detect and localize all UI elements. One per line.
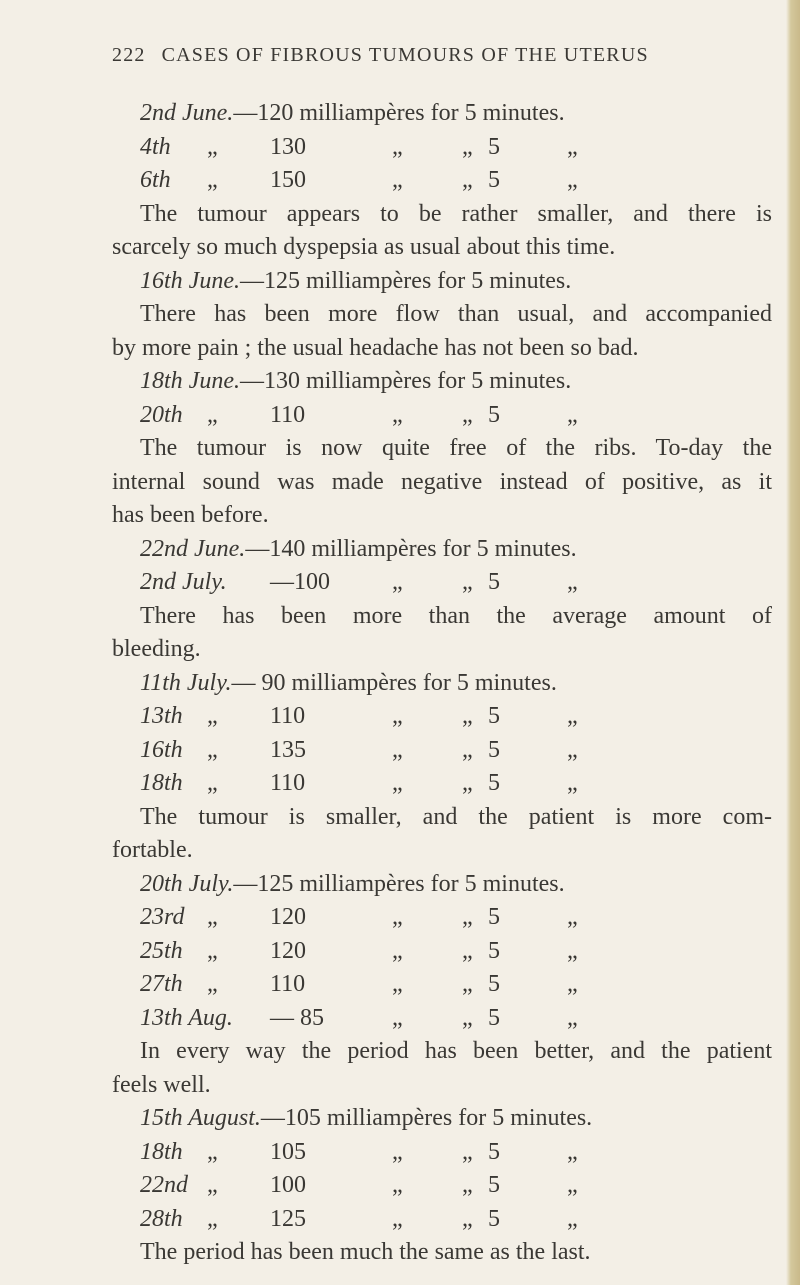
paragraph-line: internal sound was made negative instead of positive, as it [112,468,772,495]
paragraph-line: The tumour is now quite free of the ribs. To-day the [140,435,772,461]
page-body [112,97,772,1270]
paragraph-line: fortable. [112,837,193,863]
entry-row [112,767,772,801]
entry-date: 20th [140,401,183,428]
entry-rest: milliampères for 5 minutes. [285,669,557,696]
entry-value: —100 [270,569,330,595]
ditto-mark: „ [462,1138,473,1165]
paragraph-line: bleeding. [112,636,201,662]
ditto-mark: „ [567,1172,578,1198]
ditto-mark: „ [567,1138,578,1165]
entry-row [112,901,772,935]
entry-rest: milliampères for 5 minutes. [320,1105,593,1131]
ditto-mark: „ [462,904,473,930]
ditto-mark: „ [392,971,403,997]
paragraph-line: In every way the period has been better, and the patient [140,1038,772,1064]
entry-date: 13th [140,703,183,729]
entry-value: —125 [233,870,294,897]
entry-value: — 90 [231,669,286,696]
entry-minutes: 5 [488,569,500,595]
entry-row [112,935,772,969]
ditto-mark: „ [207,971,218,997]
entry-minutes: 5 [488,770,500,796]
entry-minutes: 5 [488,971,500,997]
entry-minutes: 5 [488,1205,500,1232]
paragraph-line: There has been more flow than usual, and accompanied [140,301,772,327]
entry-value: 130 [270,133,306,160]
entry-rest: milliampères for 5 minutes. [305,535,577,562]
entry-value: 110 [270,703,306,729]
entry-minutes: 5 [488,1172,500,1198]
ditto-mark: „ [207,401,218,428]
ditto-mark: „ [207,1138,218,1165]
entry-date: 2nd June. [140,100,234,126]
entry-rest: milliampères for 5 minutes. [293,870,565,897]
entry-minutes: 5 [488,1004,500,1031]
entry-date: 23rd [140,904,185,930]
ditto-mark: „ [567,937,578,964]
entry-lead-line [112,97,772,131]
ditto-mark: „ [567,401,578,428]
entry-row [112,734,772,768]
ditto-mark: „ [567,1205,578,1232]
entry-value: 120 [270,937,306,964]
entry-date: 28th [140,1205,183,1232]
entry-row [112,1136,772,1170]
entry-value: 105 [270,1138,306,1165]
ditto-mark: „ [207,904,218,930]
ditto-mark: „ [567,569,578,595]
entry-minutes: 5 [488,167,500,193]
paragraph-line: by more pain ; the usual headache has not been so bad. [112,334,639,361]
entry-date: 18th [140,1138,183,1165]
entry-minutes: 5 [488,1138,500,1165]
ditto-mark: „ [392,770,403,796]
entry-date: 25th [140,937,183,964]
paragraph-line: The tumour is smaller, and the patient is more com- [140,803,772,830]
ditto-mark: „ [567,971,578,997]
page-edge [786,0,800,1285]
paragraph-line: The tumour appears to be rather smaller, and there is [140,200,772,227]
entry-lead-line [112,365,772,399]
entry-minutes: 5 [488,736,500,763]
ditto-mark: „ [567,904,578,930]
ditto-mark: „ [207,133,218,160]
entry-date: 18th [140,770,183,796]
entry-row [112,968,772,1002]
paragraph-line: feels well. [112,1071,211,1098]
ditto-mark: „ [392,937,403,964]
entry-value: 135 [270,736,306,763]
entry-row [112,700,772,734]
entry-date: 4th [140,133,171,160]
ditto-mark: „ [392,904,403,930]
paragraph-line: has been before. [112,502,269,528]
ditto-mark: „ [462,1172,473,1198]
ditto-mark: „ [207,167,218,193]
entry-row [112,1169,772,1203]
entry-date: 22nd [140,1172,188,1198]
entry-value: 150 [270,167,306,193]
ditto-mark: „ [392,736,403,763]
entry-rest: milliampères for 5 minutes. [299,267,572,294]
entry-lead-line [112,1102,772,1136]
ditto-mark: „ [567,167,578,193]
ditto-mark: „ [462,937,473,964]
entry-lead-line [112,265,772,299]
entry-value: —140 [245,535,306,562]
entry-row [112,1002,772,1036]
ditto-mark: „ [207,1205,218,1232]
entry-value: 110 [270,770,306,796]
ditto-mark: „ [207,937,218,964]
ditto-mark: „ [392,133,403,160]
entry-value: 110 [270,971,306,997]
entry-value: — 85 [270,1004,324,1031]
running-header [112,44,672,67]
entry-date: 13th Aug. [140,1004,233,1031]
entry-minutes: 5 [488,703,500,729]
ditto-mark: „ [392,401,403,428]
ditto-mark: „ [462,770,473,796]
paragraph-line: scarcely so much dyspepsia as usual about this time. [112,234,616,260]
ditto-mark: „ [207,703,218,729]
ditto-mark: „ [392,1205,403,1232]
ditto-mark: „ [207,736,218,763]
entry-value: —120 [233,100,294,126]
paragraph-line: The period has been much the same as the last. [140,1239,591,1265]
entry-value: 120 [270,904,306,930]
entry-row [112,399,772,433]
entry-minutes: 5 [488,937,500,964]
entry-date: 11th July. [140,669,232,696]
ditto-mark: „ [567,1004,578,1031]
ditto-mark: „ [462,133,473,160]
ditto-mark: „ [567,703,578,729]
ditto-mark: „ [392,703,403,729]
ditto-mark: „ [462,736,473,763]
ditto-mark: „ [462,569,473,595]
entry-date: 15th August. [140,1105,261,1131]
entry-minutes: 5 [488,133,500,160]
entry-lead-line [112,868,772,902]
entry-date: 22nd June. [140,535,246,562]
entry-row [112,566,772,600]
ditto-mark: „ [462,703,473,729]
ditto-mark: „ [392,1138,403,1165]
entry-value: —125 [239,267,300,294]
entry-row [112,131,772,165]
entry-date: 27th [140,971,183,997]
ditto-mark: „ [207,1172,218,1198]
entry-value: 110 [270,401,306,428]
ditto-mark: „ [462,1205,473,1232]
entry-date: 2nd July. [140,569,227,595]
entry-minutes: 5 [488,401,500,428]
ditto-mark: „ [567,133,578,160]
entry-lead-line [112,533,772,567]
entry-value: —130 [239,368,300,394]
entry-value: —105 [260,1105,321,1131]
entry-row [112,1203,772,1237]
entry-date: 18th June. [140,368,240,394]
entry-rest: milliampères for 5 minutes. [293,100,565,126]
entry-value: 100 [270,1172,306,1198]
ditto-mark: „ [392,1172,403,1198]
entry-row [112,164,772,198]
paragraph-line: There has been more than the average amount of [140,602,772,629]
entry-date: 16th [140,736,183,763]
ditto-mark: „ [567,736,578,763]
entry-rest: milliampères for 5 minutes. [299,368,572,394]
entry-date: 6th [140,167,171,193]
ditto-mark: „ [567,770,578,796]
entry-value: 125 [270,1205,306,1232]
entry-lead-line [112,667,772,701]
entry-minutes: 5 [488,904,500,930]
ditto-mark: „ [462,971,473,997]
running-title: CASES OF FIBROUS TUMOURS OF THE UTERUS [161,44,649,66]
ditto-mark: „ [392,1004,403,1031]
page-number: 222 [112,44,146,66]
ditto-mark: „ [462,401,473,428]
ditto-mark: „ [392,569,403,595]
ditto-mark: „ [462,167,473,193]
ditto-mark: „ [392,167,403,193]
entry-date: 16th June. [140,267,240,294]
entry-date: 20th July. [140,870,234,897]
ditto-mark: „ [207,770,218,796]
ditto-mark: „ [462,1004,473,1031]
